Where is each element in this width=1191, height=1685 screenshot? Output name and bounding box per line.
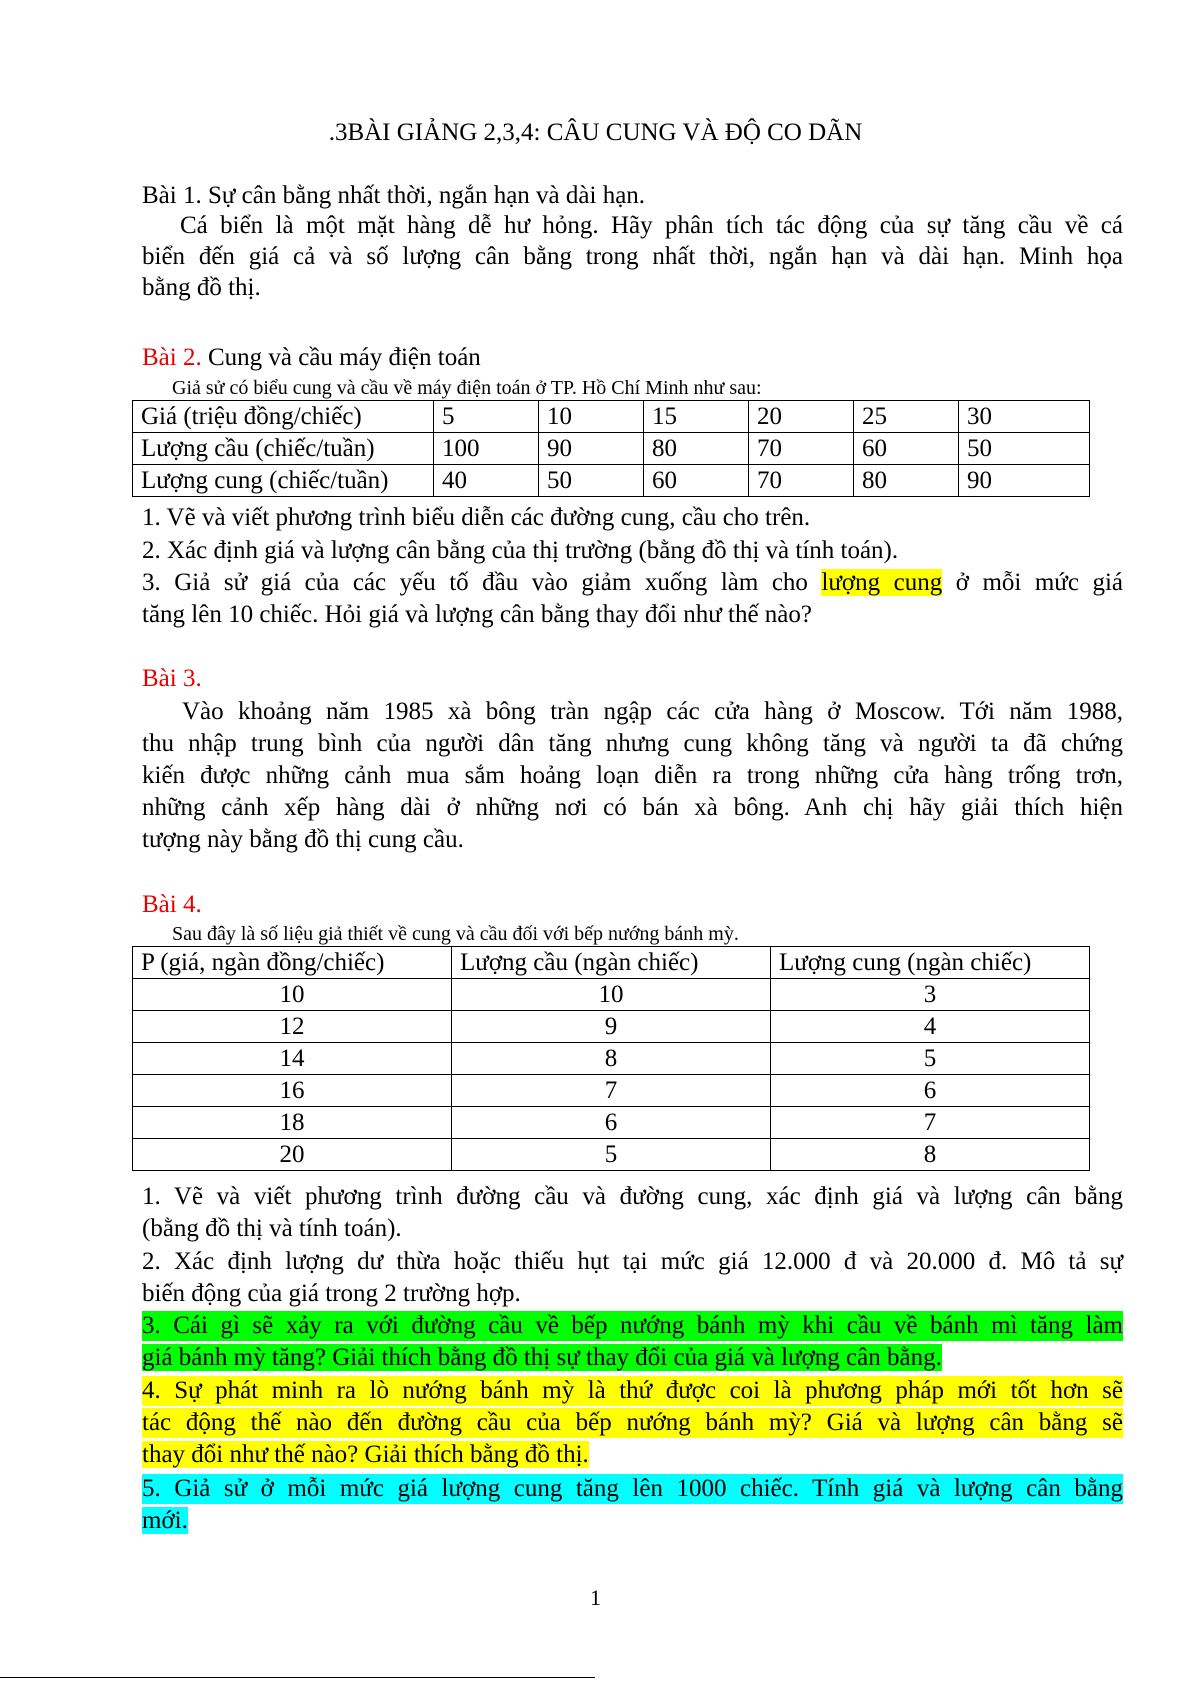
- table-cell: 18: [133, 1107, 452, 1139]
- table-row: [133, 401, 1090, 433]
- table-header-cell: P (giá, ngàn đồng/chiếc): [133, 947, 452, 979]
- table-cell: 40: [434, 465, 539, 497]
- table-header-row: [133, 947, 1090, 979]
- table-cell: 15: [644, 401, 749, 433]
- table-cell: 80: [854, 465, 959, 497]
- bai4-question-3-line-1: 3. Cái gì sẽ xảy ra với đường cầu về bếp nướng bánh mỳ khi cầu về bánh mì tăng làm: [142, 1312, 1123, 1339]
- table-cell: 60: [644, 465, 749, 497]
- table-cell: 4: [771, 1011, 1090, 1043]
- table-row: [133, 465, 1090, 497]
- bai3-line-5: tượng này bằng đồ thị cung cầu.: [142, 826, 464, 853]
- bai4-question-1-line-2: (bằng đồ thị và tính toán).: [142, 1215, 402, 1242]
- footer-divider: [0, 1677, 595, 1678]
- table-row: [133, 1011, 1090, 1043]
- table-cell: 7: [771, 1107, 1090, 1139]
- q3-text-end: ở mỗi mức giá: [942, 569, 1123, 596]
- table-row: [133, 1043, 1090, 1075]
- table-cell: 14: [133, 1043, 452, 1075]
- table-cell: 70: [749, 433, 854, 465]
- table-cell: 8: [771, 1139, 1090, 1171]
- bai3-line-4: những cảnh xếp hàng dài ở những nơi có bán xà bông. Anh chị hãy giải thích hiện: [142, 794, 1123, 821]
- table-cell: 16: [133, 1075, 452, 1107]
- table-cell: 3: [771, 979, 1090, 1011]
- table-cell: Lượng cung (chiếc/tuần): [133, 465, 434, 497]
- bai2-question-2: 2. Xác định giá và lượng cân bằng của thị trường (bằng đồ thị và tính toán).: [142, 537, 899, 564]
- table-cell: 20: [133, 1139, 452, 1171]
- bai4-label: Bài 4.: [142, 891, 202, 918]
- table-header-cell: Lượng cầu (ngàn chiếc): [452, 947, 771, 979]
- bai4-question-4-line-3: [142, 1440, 1123, 1470]
- table-cell: 50: [959, 433, 1090, 465]
- table-cell: 5: [434, 401, 539, 433]
- bai4-table: [132, 946, 1090, 1171]
- table-cell: 90: [539, 433, 644, 465]
- bai2-heading-text: Cung và cầu máy điện toán: [201, 344, 481, 371]
- table-cell: 8: [452, 1043, 771, 1075]
- table-cell: Giá (triệu đồng/chiếc): [133, 401, 434, 433]
- bai1-paragraph-line-3: bằng đồ thị.: [142, 274, 261, 301]
- highlighted-text: thay đổi như thế nào? Giải thích bằng đồ thị.: [142, 1441, 589, 1468]
- table-header-cell: Lượng cung (ngàn chiếc): [771, 947, 1090, 979]
- document-title: .3BÀI GIẢNG 2,3,4: CÂU CUNG VÀ ĐỘ CO DÃN: [328, 119, 863, 146]
- table-cell: 100: [434, 433, 539, 465]
- bai2-question-3: [142, 568, 1123, 598]
- table-row: [133, 979, 1090, 1011]
- table-row: [133, 1075, 1090, 1107]
- bai4-question-4-line-2: tác động thế nào đến đường cầu của bếp nướng bánh mỳ? Giá và lượng cân bằng sẽ: [142, 1409, 1123, 1436]
- bai2-heading: [142, 343, 1123, 373]
- bai2-table: [132, 400, 1090, 497]
- bai4-question-3-line-2: [142, 1343, 1123, 1373]
- bai4-question-5-line-1: 5. Giả sử ở mỗi mức giá lượng cung tăng lên 1000 chiếc. Tính giá và lượng cân bằng: [142, 1475, 1123, 1502]
- table-cell: Lượng cầu (chiếc/tuần): [133, 433, 434, 465]
- bai3-line-3: kiến được những cảnh mua sắm hoảng loạn diễn ra trong những cửa hàng trống trơn,: [142, 762, 1123, 789]
- highlighted-term: lượng cung: [821, 569, 943, 596]
- table-row: [133, 1139, 1090, 1171]
- table-cell: 6: [452, 1107, 771, 1139]
- bai3-line-2: thu nhập trung bình của người dân tăng nhưng cung không tăng và người ta đã chứng: [142, 730, 1123, 757]
- bai4-question-1-line-1: 1. Vẽ và viết phương trình đường cầu và đường cung, xác định giá và lượng cân bằng: [142, 1183, 1123, 1210]
- page-number: 1: [590, 1585, 601, 1610]
- table-cell: 12: [133, 1011, 452, 1043]
- table-cell: 50: [539, 465, 644, 497]
- table-cell: 90: [959, 465, 1090, 497]
- bai3-line-1: Vào khoảng năm 1985 xà bông tràn ngập các cửa hàng ở Moscow. Tới năm 1988,: [182, 698, 1123, 725]
- bai2-label: Bài 2.: [142, 344, 202, 371]
- table-cell: 30: [959, 401, 1090, 433]
- table-cell: 25: [854, 401, 959, 433]
- bai2-intro: Giả sử có biểu cung và cầu về máy điện toán ở TP. Hồ Chí Minh như sau:: [172, 377, 762, 399]
- table-cell: 7: [452, 1075, 771, 1107]
- table-cell: 6: [771, 1075, 1090, 1107]
- bai1-paragraph-line-2: biển đến giá cả và số lượng cân bằng trong nhất thời, ngắn hạn và dài hạn. Minh họa: [142, 243, 1123, 270]
- table-cell: 5: [771, 1043, 1090, 1075]
- highlighted-text: giá bánh mỳ tăng? Giải thích bằng đồ thị sự thay đổi của giá và lượng cân bằng.: [142, 1344, 942, 1371]
- table-cell: 70: [749, 465, 854, 497]
- table-row: [133, 1107, 1090, 1139]
- q3-text-start: 3. Giả sử giá của các yếu tố đầu vào giảm xuống làm cho: [142, 569, 822, 596]
- bai2-question-1: 1. Vẽ và viết phương trình biểu diễn các đường cung, cầu cho trên.: [142, 504, 811, 531]
- bai4-question-5-line-2: [142, 1506, 1123, 1536]
- table-cell: 10: [539, 401, 644, 433]
- table-cell: 80: [644, 433, 749, 465]
- table-cell: 5: [452, 1139, 771, 1171]
- bai4-question-2-line-2: biến động của giá trong 2 trường hợp.: [142, 1280, 521, 1307]
- table-cell: 9: [452, 1011, 771, 1043]
- bai4-question-2-line-1: 2. Xác định lượng dư thừa hoặc thiếu hụt tại mức giá 12.000 đ và 20.000 đ. Mô tả sự: [142, 1248, 1123, 1275]
- table-cell: 10: [133, 979, 452, 1011]
- table-cell: 20: [749, 401, 854, 433]
- bai4-question-4-line-1: 4. Sự phát minh ra lò nướng bánh mỳ là thứ được coi là phương pháp mới tốt hơn sẽ: [142, 1377, 1123, 1404]
- table-cell: 60: [854, 433, 959, 465]
- table-row: [133, 433, 1090, 465]
- bai4-intro: Sau đây là số liệu giả thiết về cung và cầu đối với bếp nướng bánh mỳ.: [172, 923, 739, 945]
- bai2-question-3-line-2: tăng lên 10 chiếc. Hỏi giá và lượng cân bằng thay đổi như thế nào?: [142, 601, 812, 628]
- table-cell: 10: [452, 979, 771, 1011]
- bai3-label: Bài 3.: [142, 665, 202, 692]
- bai1-heading: Bài 1. Sự cân bằng nhất thời, ngắn hạn và dài hạn.: [142, 182, 646, 209]
- highlighted-text: mới.: [142, 1507, 188, 1534]
- bai1-paragraph-line-1: Cá biển là một mặt hàng dễ hư hỏng. Hãy phân tích tác động của sự tăng cầu về cá: [180, 212, 1123, 239]
